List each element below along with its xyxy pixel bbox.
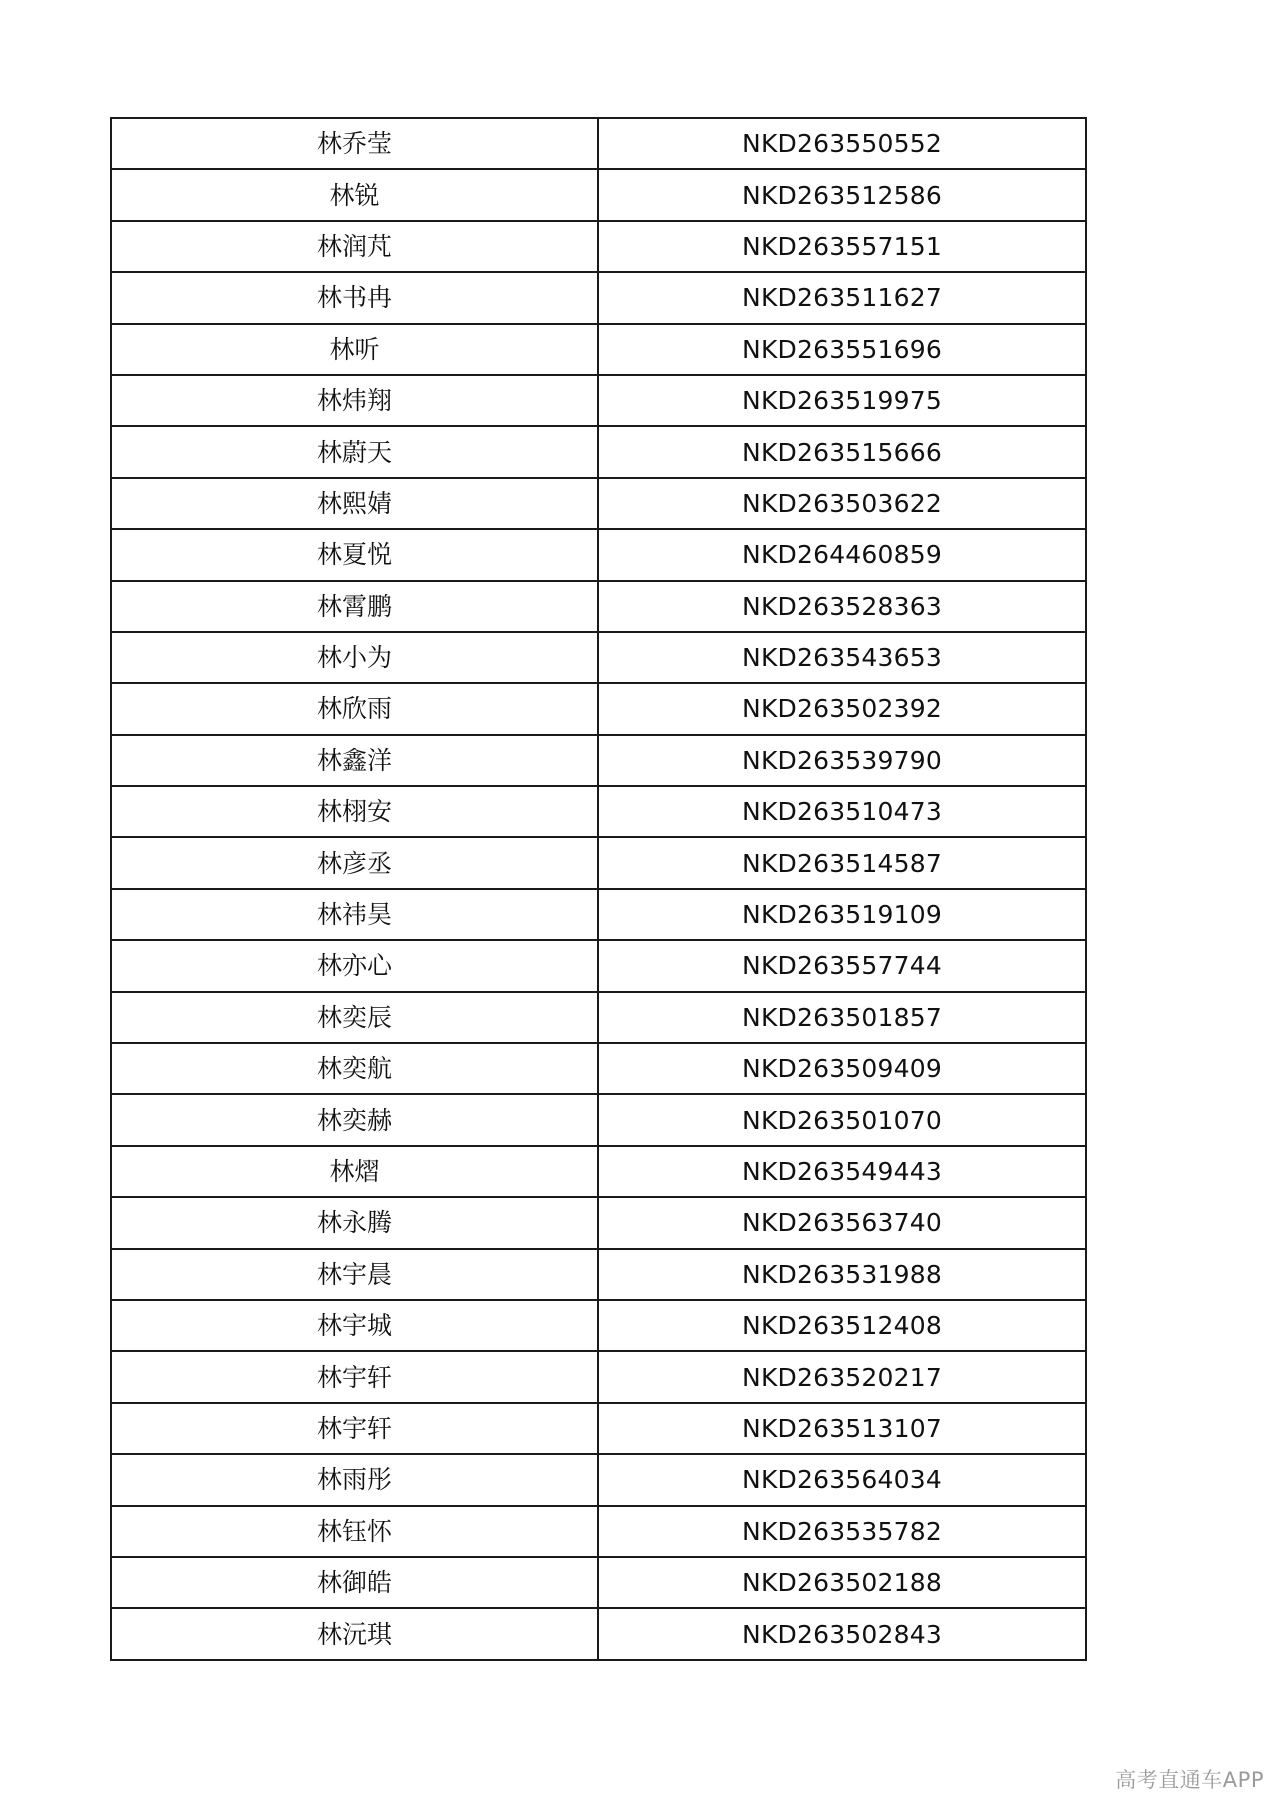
registration-number-cell: NKD263502843 <box>598 1608 1086 1659</box>
registration-number-cell: NKD263528363 <box>598 581 1086 632</box>
name-cell: 林听 <box>111 324 598 375</box>
name-cell: 林夏悦 <box>111 529 598 580</box>
name-cell: 林奕航 <box>111 1043 598 1094</box>
name-cell: 林沅琪 <box>111 1608 598 1659</box>
registration-number-cell: NKD263509409 <box>598 1043 1086 1094</box>
name-cell: 林彦丞 <box>111 837 598 888</box>
name-cell: 林永腾 <box>111 1197 598 1248</box>
name-cell: 林亦心 <box>111 940 598 991</box>
table-row <box>111 1351 1086 1402</box>
name-cell: 林奕赫 <box>111 1094 598 1145</box>
registration-number-cell: NKD263520217 <box>598 1351 1086 1402</box>
registration-number-cell: NKD263515666 <box>598 426 1086 477</box>
registration-number-cell: NKD263519975 <box>598 375 1086 426</box>
table-row <box>111 478 1086 529</box>
table-row <box>111 1506 1086 1557</box>
registration-number-cell: NKD263510473 <box>598 786 1086 837</box>
table-row <box>111 1454 1086 1505</box>
registration-number-cell: NKD263502188 <box>598 1557 1086 1608</box>
registration-number-cell: NKD263564034 <box>598 1454 1086 1505</box>
table-row <box>111 1249 1086 1300</box>
table-row <box>111 581 1086 632</box>
table-row <box>111 632 1086 683</box>
registration-number-cell: NKD263501070 <box>598 1094 1086 1145</box>
table-row <box>111 375 1086 426</box>
table-row <box>111 1557 1086 1608</box>
name-cell: 林霄鹏 <box>111 581 598 632</box>
table-row <box>111 1043 1086 1094</box>
registration-number-cell: NKD263539790 <box>598 735 1086 786</box>
registration-number-cell: NKD263514587 <box>598 837 1086 888</box>
watermark: 高考直通车APP <box>1115 1768 1264 1792</box>
table-row <box>111 889 1086 940</box>
table-row <box>111 118 1086 169</box>
registration-number-cell: NKD263550552 <box>598 118 1086 169</box>
registration-number-cell: NKD263512586 <box>598 169 1086 220</box>
registration-number-cell: NKD263535782 <box>598 1506 1086 1557</box>
table-row <box>111 1146 1086 1197</box>
name-cell: 林御皓 <box>111 1557 598 1608</box>
roster-table-body <box>111 118 1086 1660</box>
registration-number-cell: NKD263557151 <box>598 221 1086 272</box>
table-row <box>111 1094 1086 1145</box>
table-row <box>111 324 1086 375</box>
registration-number-cell: NKD263531988 <box>598 1249 1086 1300</box>
registration-number-cell: NKD263549443 <box>598 1146 1086 1197</box>
name-cell: 林蔚天 <box>111 426 598 477</box>
table-row <box>111 1608 1086 1659</box>
name-cell: 林书冉 <box>111 272 598 323</box>
name-cell: 林鑫洋 <box>111 735 598 786</box>
registration-number-cell: NKD263551696 <box>598 324 1086 375</box>
registration-number-cell: NKD263543653 <box>598 632 1086 683</box>
name-cell: 林润芃 <box>111 221 598 272</box>
roster-table <box>110 117 1087 1661</box>
table-row <box>111 940 1086 991</box>
table-row <box>111 735 1086 786</box>
registration-number-cell: NKD263502392 <box>598 683 1086 734</box>
registration-number-cell: NKD263511627 <box>598 272 1086 323</box>
registration-number-cell: NKD263512408 <box>598 1300 1086 1351</box>
name-cell: 林宇城 <box>111 1300 598 1351</box>
name-cell: 林炜翔 <box>111 375 598 426</box>
registration-number-cell: NKD263519109 <box>598 889 1086 940</box>
table-row <box>111 1300 1086 1351</box>
table-row <box>111 683 1086 734</box>
registration-number-cell: NKD263501857 <box>598 992 1086 1043</box>
table-row <box>111 169 1086 220</box>
table-row <box>111 221 1086 272</box>
table-row <box>111 1197 1086 1248</box>
table-row <box>111 426 1086 477</box>
name-cell: 林锐 <box>111 169 598 220</box>
registration-number-cell: NKD263557744 <box>598 940 1086 991</box>
name-cell: 林钰怀 <box>111 1506 598 1557</box>
registration-number-cell: NKD263563740 <box>598 1197 1086 1248</box>
name-cell: 林祎昊 <box>111 889 598 940</box>
table-row <box>111 837 1086 888</box>
name-cell: 林熙婧 <box>111 478 598 529</box>
name-cell: 林欣雨 <box>111 683 598 734</box>
table-row <box>111 786 1086 837</box>
name-cell: 林宇晨 <box>111 1249 598 1300</box>
registration-number-cell: NKD264460859 <box>598 529 1086 580</box>
name-cell: 林奕辰 <box>111 992 598 1043</box>
table-row <box>111 1403 1086 1454</box>
name-cell: 林小为 <box>111 632 598 683</box>
name-cell: 林熠 <box>111 1146 598 1197</box>
table-row <box>111 529 1086 580</box>
name-cell: 林宇轩 <box>111 1403 598 1454</box>
name-cell: 林乔莹 <box>111 118 598 169</box>
registration-number-cell: NKD263513107 <box>598 1403 1086 1454</box>
registration-number-cell: NKD263503622 <box>598 478 1086 529</box>
name-cell: 林宇轩 <box>111 1351 598 1402</box>
table-row <box>111 272 1086 323</box>
name-cell: 林栩安 <box>111 786 598 837</box>
name-cell: 林雨彤 <box>111 1454 598 1505</box>
table-row <box>111 992 1086 1043</box>
